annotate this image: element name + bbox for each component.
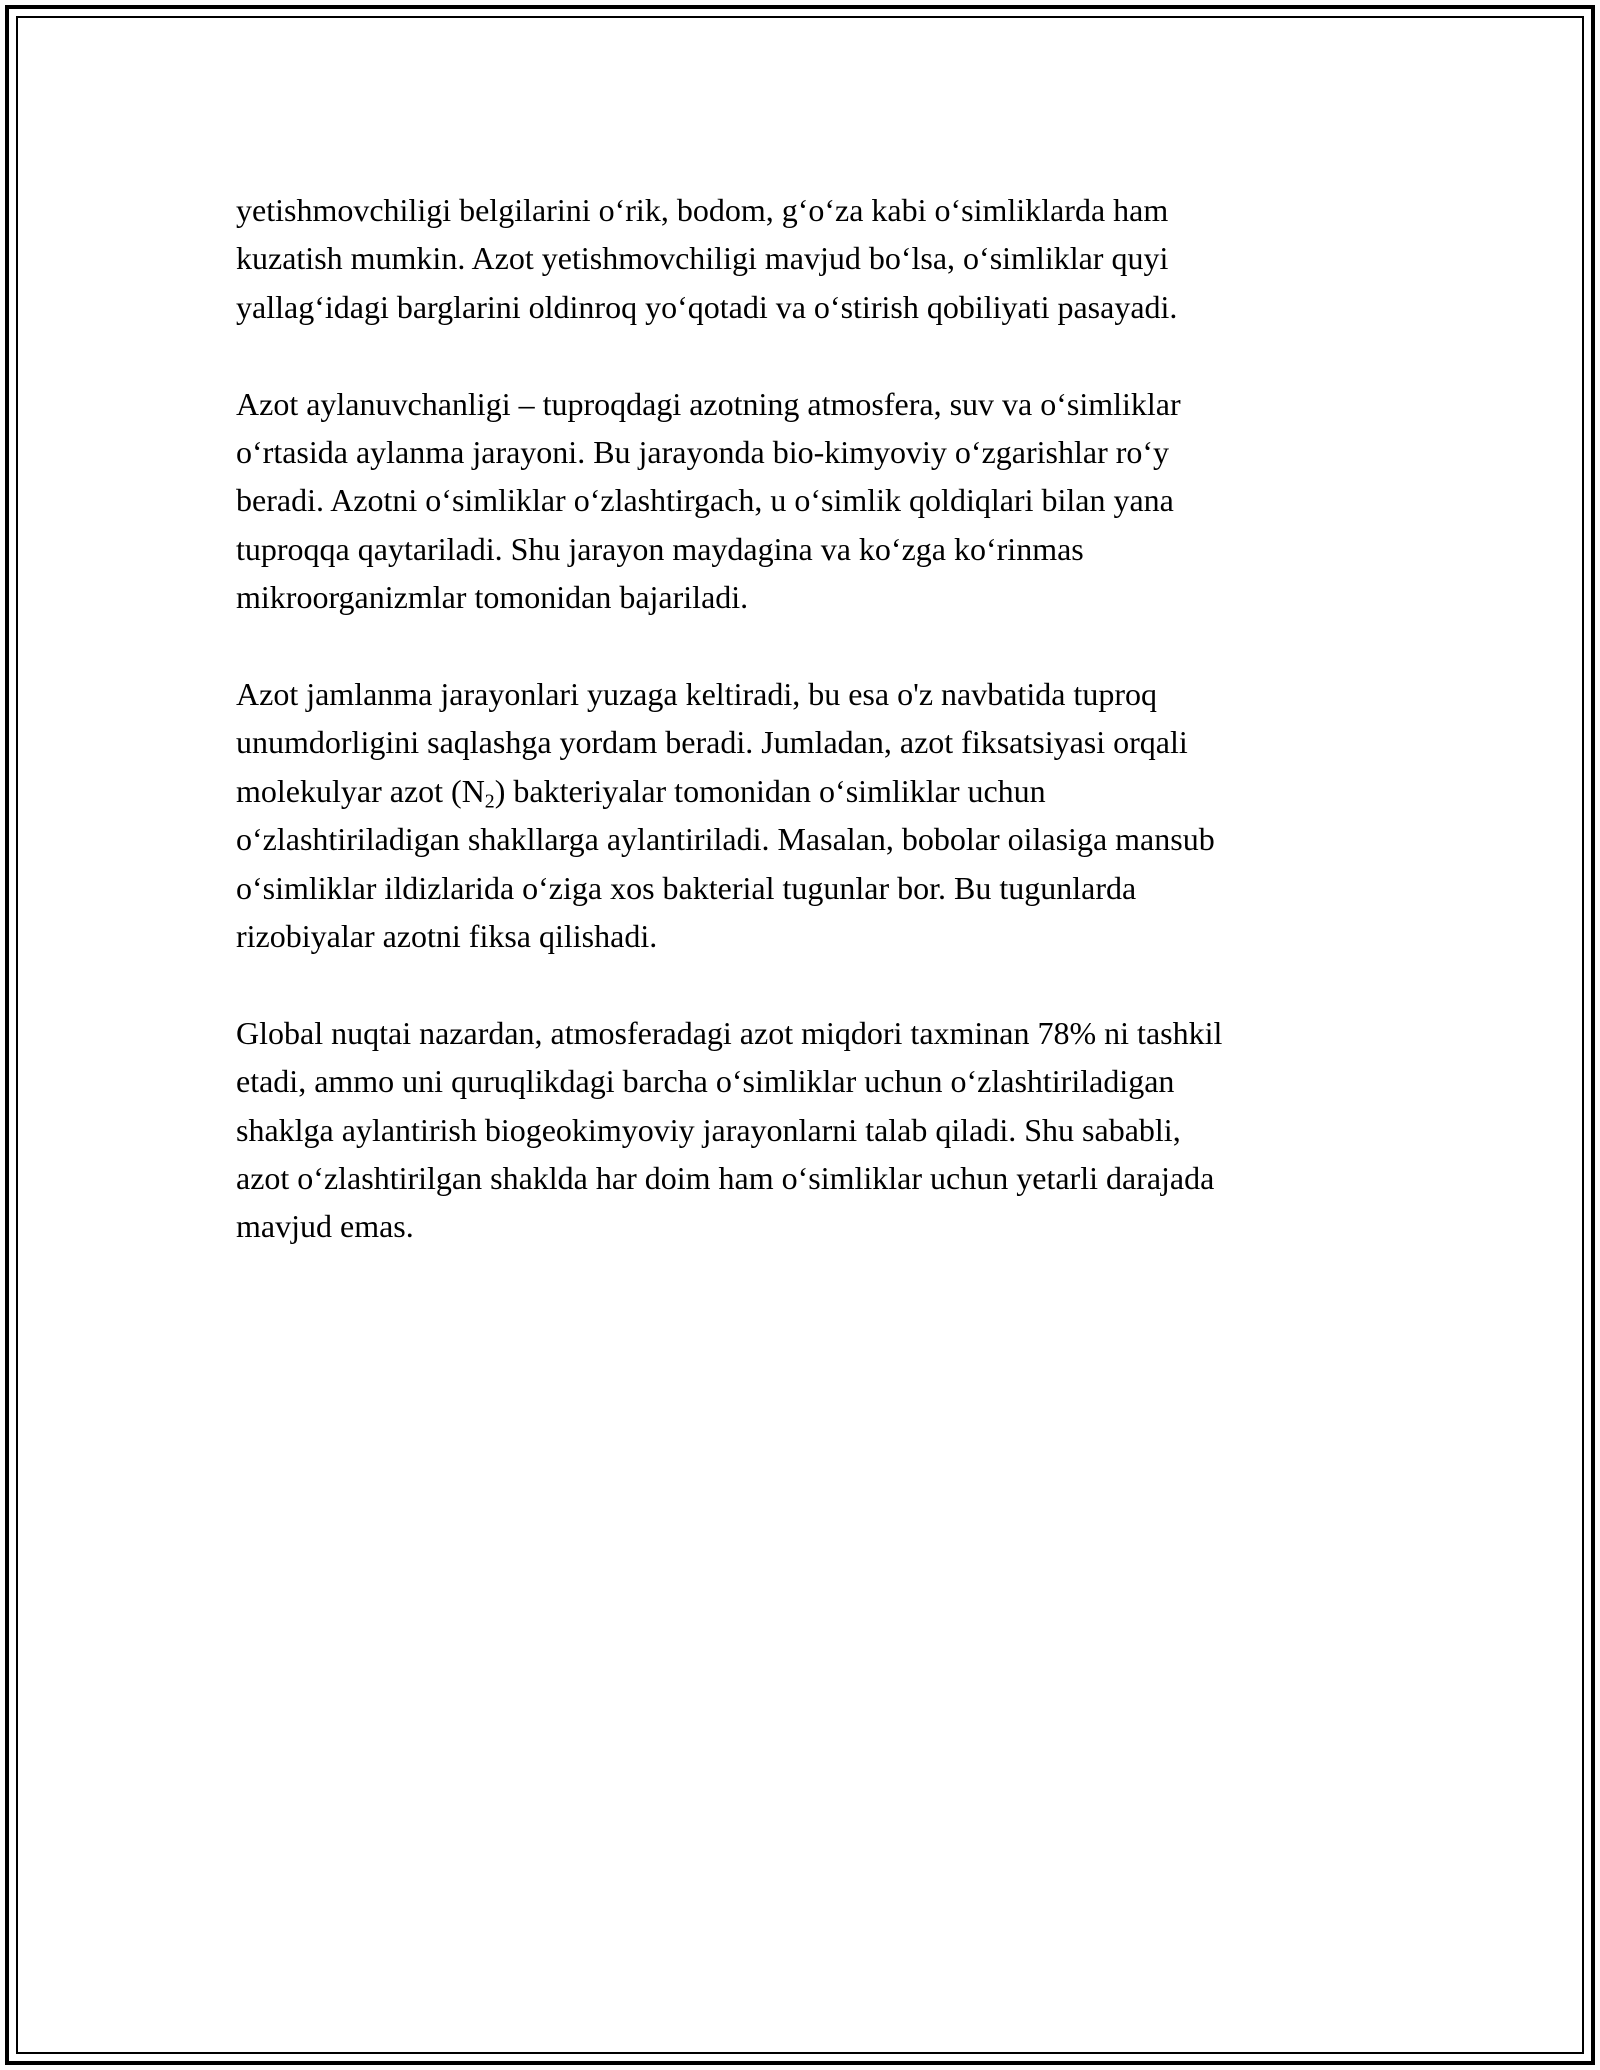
- text-line: kuzatish mumkin. Azot yetishmovchiligi mavjud bo‘lsa, o‘simliklar quyi: [236, 240, 1169, 277]
- text-line: azot o‘zlashtirilgan shaklda har doim ham o‘simliklar uchun yetarli darajada: [236, 1160, 1215, 1197]
- paragraph-4: [236, 1009, 1376, 1251]
- paragraph-2: [236, 380, 1376, 622]
- text-line: Azot jamlanma jarayonlari yuzaga keltiradi, bu esa o'z navbatida tuproq: [236, 676, 1157, 713]
- text-line: yetishmovchiligi belgilarini o‘rik, bodom, g‘o‘za kabi o‘simliklarda ham: [236, 192, 1169, 228]
- text-line: etadi, ammo uni quruqlikdagi barcha o‘simliklar uchun o‘zlashtiriladigan: [236, 1063, 1175, 1100]
- formula-text-line: [236, 767, 1376, 815]
- paragraph-3: [236, 670, 1376, 960]
- formula-before: molekulyar azot (N: [236, 772, 485, 809]
- text-line: mavjud emas.: [236, 1208, 414, 1245]
- text-line: rizobiyalar azotni fiksa qilishadi.: [236, 918, 658, 955]
- text-line: o‘zlashtiriladigan shakllarga aylantiriladi. Masalan, bobolar oilasiga mansub: [236, 821, 1215, 858]
- text-line: o‘simliklar ildizlarida o‘ziga xos bakterial tugunlar bor. Bu tugunlarda: [236, 869, 1137, 906]
- text-line: yallag‘idagi barglarini oldinroq yo‘qotadi va o‘stirish qobiliyati pasayadi.: [236, 288, 1178, 325]
- text-line: o‘rtasida aylanma jarayoni. Bu jarayonda bio-kimyoviy o‘zgarishlar ro‘y: [236, 434, 1170, 471]
- text-line: unumdorligini saqlashga yordam beradi. Jumladan, azot fiksatsiyasi orqali: [236, 724, 1188, 761]
- text-line: shaklga aylantirish biogeokimyoviy jarayonlarni talab qiladi. Shu sababli,: [236, 1111, 1181, 1148]
- text-line: Azot aylanuvchanligi – tuproqdagi azotning atmosfera, suv va o‘simliklar: [236, 385, 1181, 422]
- text-line: beradi. Azotni o‘simliklar o‘zlashtirgach, u o‘simlik qoldiqlari bilan yana: [236, 482, 1174, 519]
- text-line: tuproqqa qaytariladi. Shu jarayon maydagina va ko‘zga ko‘rinmas: [236, 530, 1084, 567]
- text-line: mikroorganizmlar tomonidan bajariladi.: [236, 579, 749, 616]
- text-line: Global nuqtai nazardan, atmosferadagi azot miqdori taxminan 78% ni tashkil: [236, 1014, 1223, 1051]
- formula-after: ) bakteriyalar tomonidan o‘simliklar uchun: [494, 772, 1046, 809]
- nitrogen-subscript: 2: [484, 790, 495, 813]
- paragraph-1: [236, 186, 1376, 331]
- document-body: [236, 186, 1376, 1299]
